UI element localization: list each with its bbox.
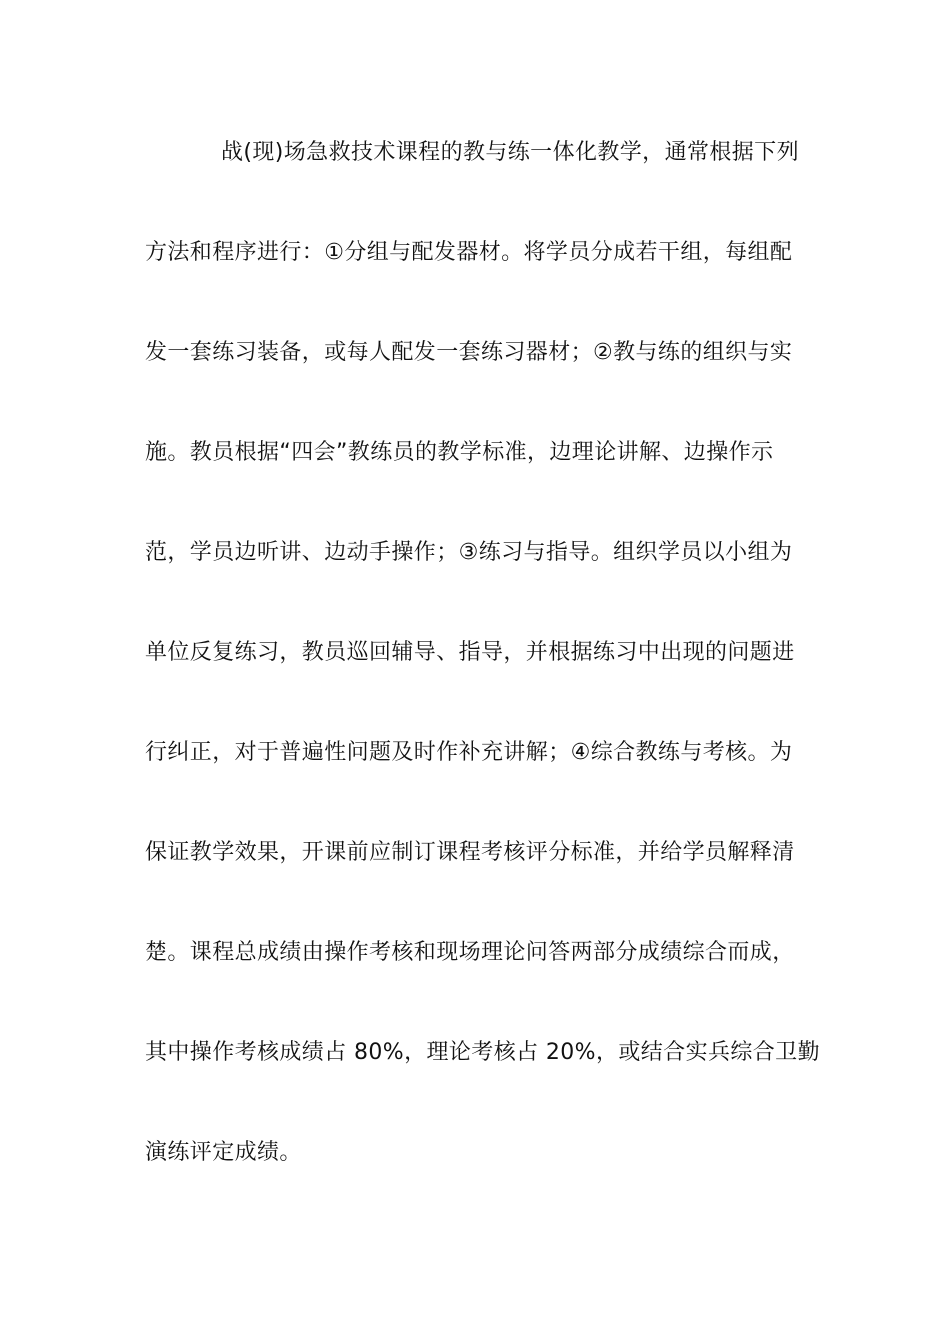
paragraph-line: 发一套练习装备，或每人配发一套练习器材；②教与练的组织与实: [145, 340, 793, 365]
paragraph-line: 行纠正，对于普遍性问题及时作补充讲解；④综合教练与考核。为: [145, 740, 793, 765]
paragraph-line: 范，学员边听讲、边动手操作；③练习与指导。组织学员以小组为: [145, 540, 793, 565]
paragraph-line: 其中操作考核成绩占 80%，理论考核占 20%，或结合实兵综合卫勤: [145, 1040, 820, 1065]
paragraph-line: 演练评定成绩。: [145, 1140, 302, 1165]
paragraph-line: 战(现)场急救技术课程的教与练一体化教学，通常根据下列: [221, 140, 799, 165]
paragraph-line: 施。教员根据“四会”教练员的教学标准，边理论讲解、边操作示: [145, 440, 774, 465]
paragraph-line: 方法和程序进行：①分组与配发器材。将学员分成若干组，每组配: [145, 240, 793, 265]
paragraph-line: 单位反复练习，教员巡回辅导、指导，并根据练习中出现的问题进: [145, 640, 795, 665]
paragraph-line: 楚。课程总成绩由操作考核和现场理论问答两部分成绩综合而成，: [145, 940, 795, 965]
paragraph-line: 保证教学效果，开课前应制订课程考核评分标准，并给学员解释清: [145, 840, 795, 865]
body-paragraph: [145, 128, 820, 1228]
